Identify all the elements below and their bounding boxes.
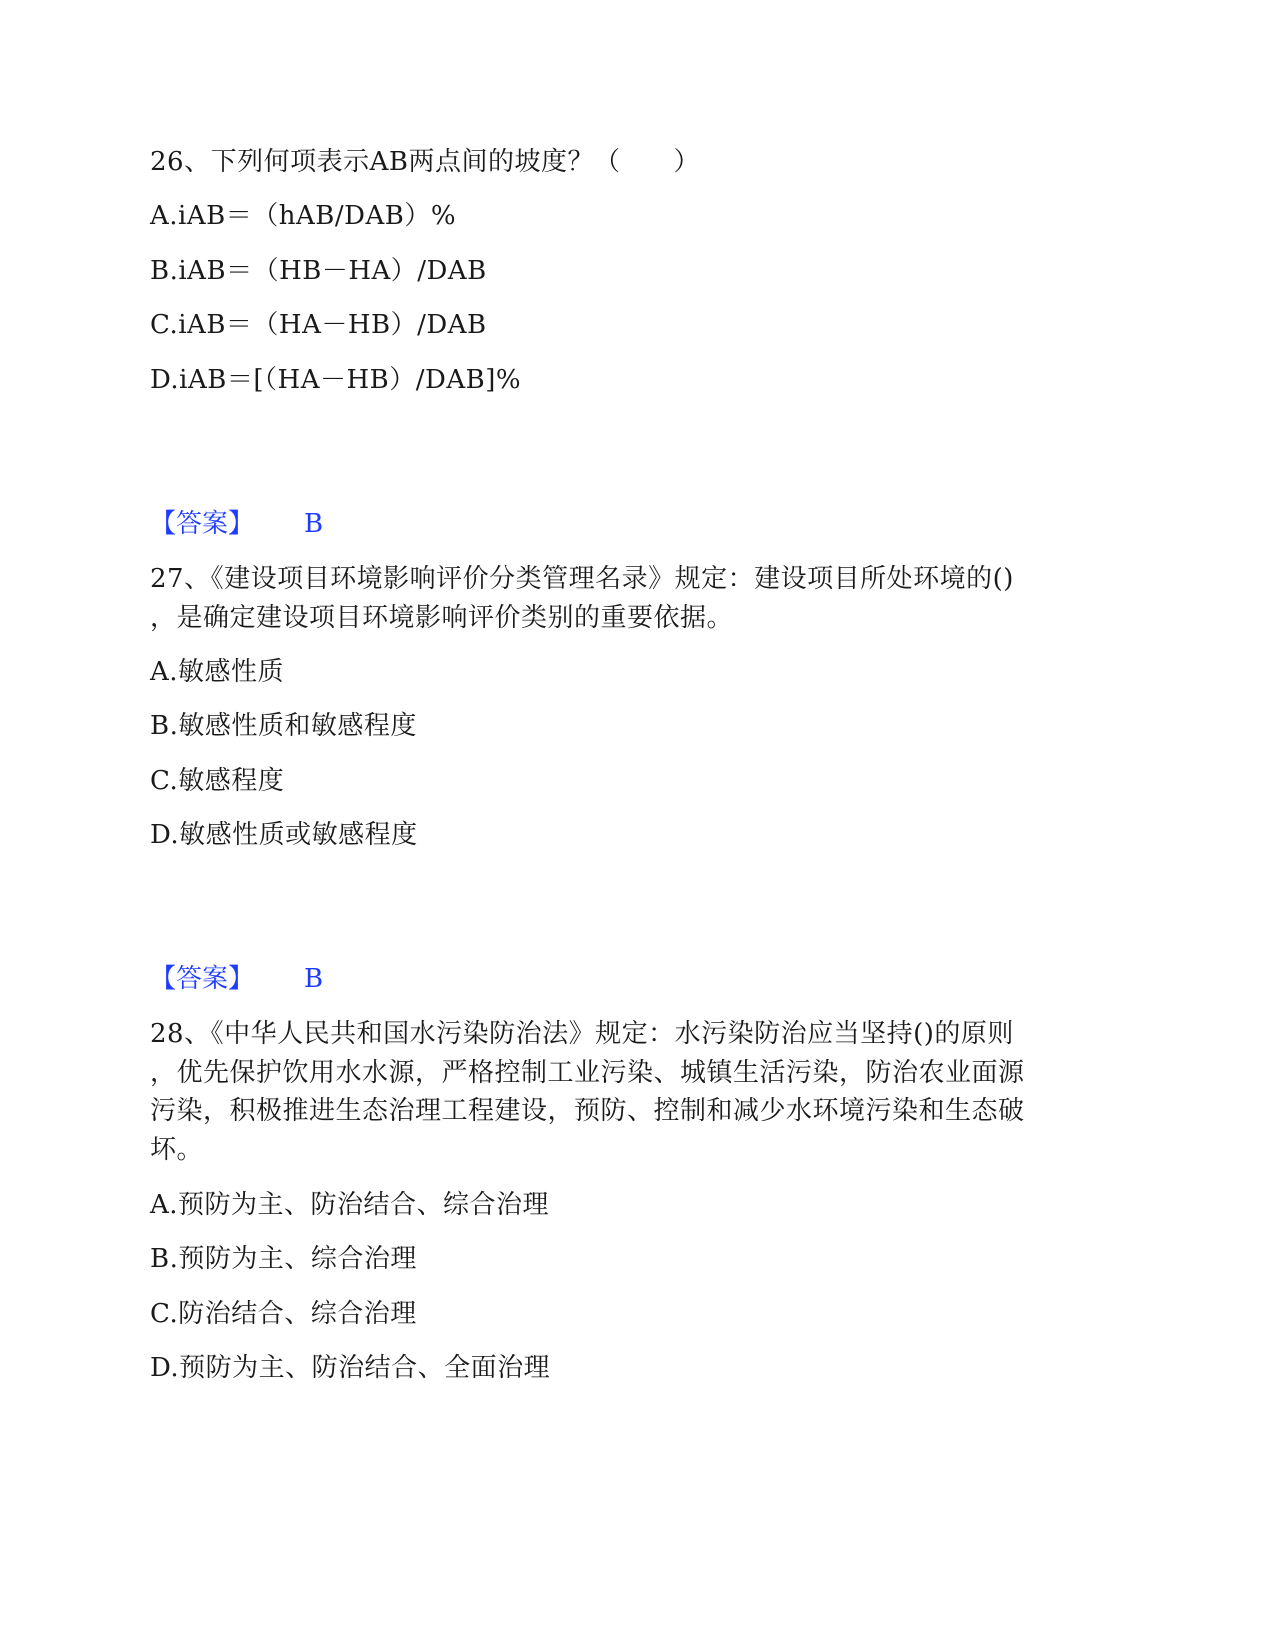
question-26-stem: 26、下列何项表示AB两点间的坡度？（ ）: [150, 147, 700, 177]
question-27-answer: [150, 959, 323, 999]
question-27-option-d: D.敏感性质或敏感程度: [150, 820, 418, 850]
question-27-stem-line-2: ，是确定建设项目环境影响评价类别的重要依据。: [150, 603, 734, 633]
answer-label: 【答案】: [150, 964, 255, 994]
question-28-option-a: A.预防为主、防治结合、综合治理: [150, 1190, 550, 1220]
question-26-option-b: B.iAB＝（HB－HA）/DAB: [150, 256, 487, 286]
question-28-stem-line-1: 28、《中华人民共和国水污染防治法》规定：水污染防治应当坚持()的原则: [150, 1019, 1014, 1049]
question-28-option-b: B.预防为主、综合治理: [150, 1244, 417, 1274]
question-26-option-a: A.iAB＝（hAB/DAB）%: [150, 201, 457, 231]
question-28-option-d: D.预防为主、防治结合、全面治理: [150, 1353, 551, 1383]
question-26-answer: [150, 504, 323, 544]
answer-value: B: [304, 509, 324, 539]
question-28-option-c: C.防治结合、综合治理: [150, 1299, 417, 1329]
answer-value: B: [304, 964, 324, 994]
question-27-option-b: B.敏感性质和敏感程度: [150, 711, 417, 741]
question-26-option-c: C.iAB＝（HA－HB）/DAB: [150, 310, 487, 340]
question-28-stem-line-4: 坏。: [150, 1135, 204, 1165]
question-27-stem-line-1: 27、《建设项目环境影响评价分类管理名录》规定：建设项目所处环境的(): [150, 564, 1014, 594]
question-27-option-a: A.敏感性质: [150, 657, 285, 687]
question-26-option-d: D.iAB＝[（HA－HB）/DAB]%: [150, 365, 522, 395]
question-28-stem-line-2: ，优先保护饮用水水源，严格控制工业污染、城镇生活污染，防治农业面源: [150, 1058, 1025, 1088]
question-28-stem-line-3: 污染，积极推进生态治理工程建设，预防、控制和减少水环境污染和生态破: [150, 1096, 1025, 1126]
question-27-option-c: C.敏感程度: [150, 766, 285, 796]
answer-label: 【答案】: [150, 509, 255, 539]
